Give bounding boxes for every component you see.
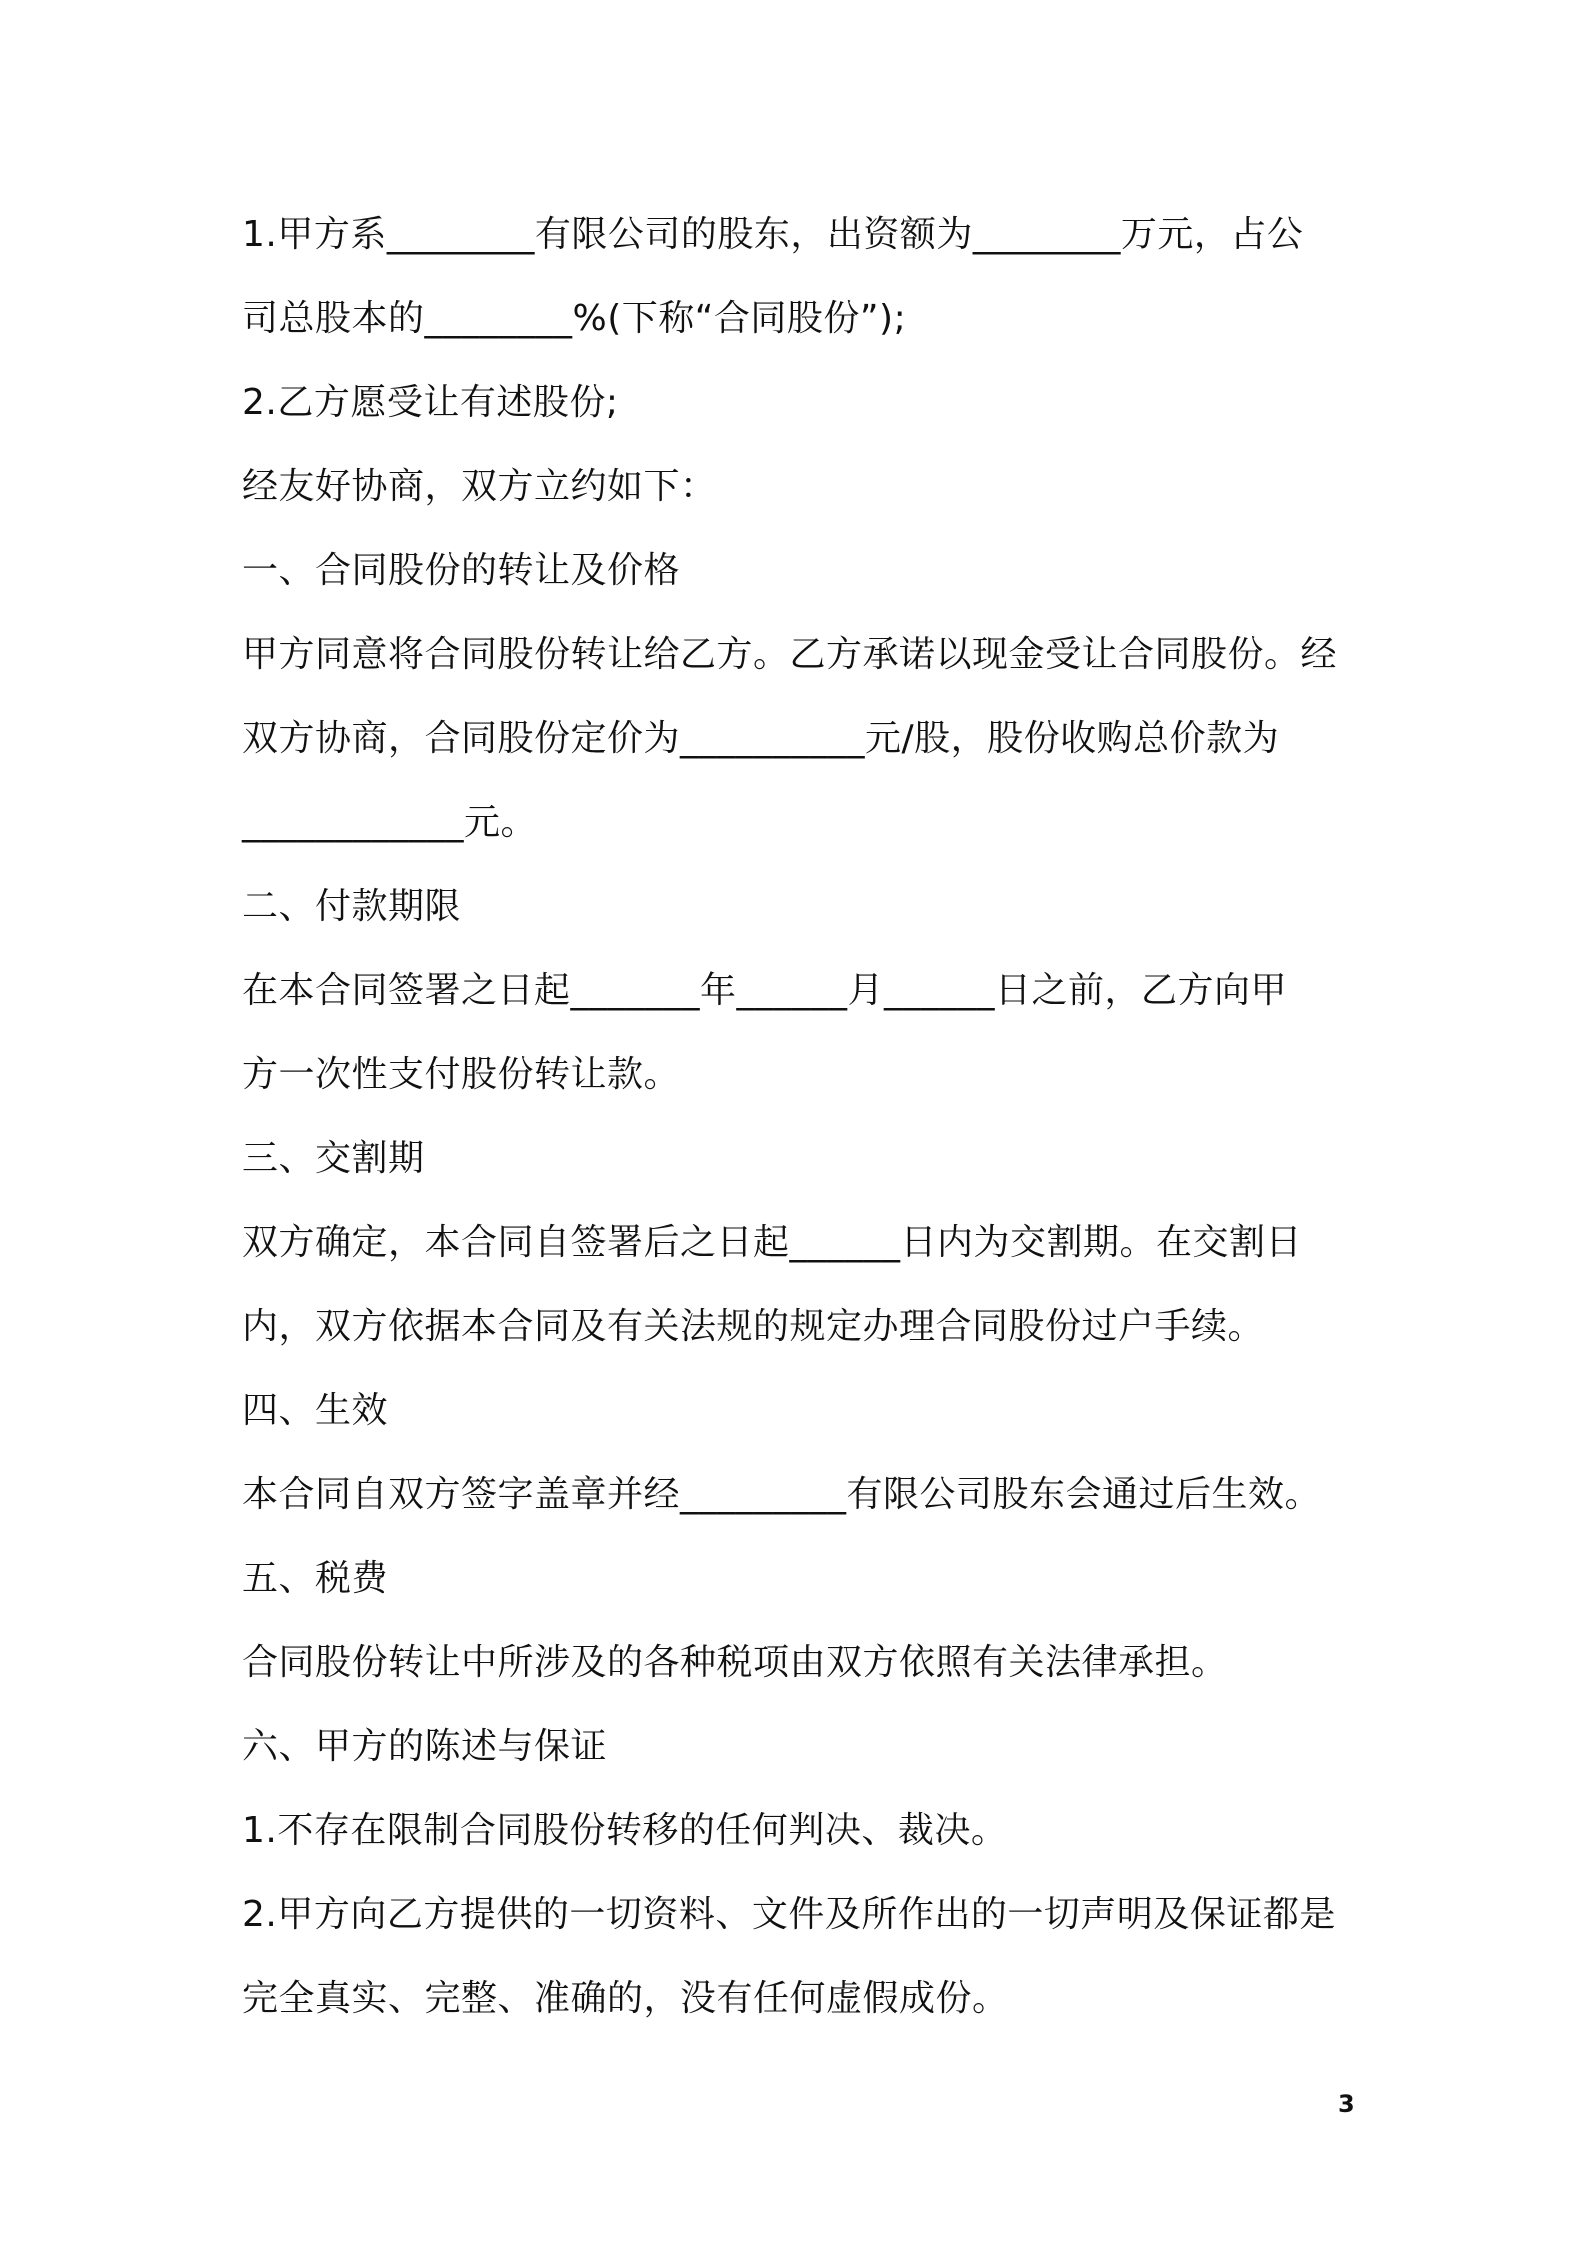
paragraph-line: 1.不存在限制合同股份转移的任何判决、裁决。	[242, 1810, 1008, 1851]
paragraph-line: 双方协商，合同股份定价为__________元/股，股份收购总价款为	[242, 718, 1280, 759]
paragraph-line: 2.甲方向乙方提供的一切资料、文件及所作出的一切声明及保证都是	[242, 1894, 1336, 1935]
section-heading: 二、付款期限	[242, 886, 462, 927]
paragraph-line: 本合同自双方签字盖章并经_________有限公司股东会通过后生效。	[242, 1474, 1322, 1515]
document-body	[242, 193, 1362, 2041]
paragraph-line: 内，双方依据本合同及有关法规的规定办理合同股份过户手续。	[242, 1306, 1265, 1347]
paragraph-line: 1.甲方系________有限公司的股东，出资额为________万元，占公	[242, 214, 1304, 255]
section-heading: 三、交割期	[242, 1138, 425, 1179]
paragraph-line: 司总股本的________%(下称“合同股份”);	[242, 298, 907, 339]
section-heading: 六、甲方的陈述与保证	[242, 1726, 608, 1767]
paragraph-line: 方一次性支付股份转让款。	[242, 1054, 681, 1095]
paragraph-line: 合同股份转让中所涉及的各种税项由双方依照有关法律承担。	[242, 1642, 1228, 1683]
paragraph-line: ____________元。	[242, 802, 538, 843]
paragraph-line: 双方确定，本合同自签署后之日起______日内为交割期。在交割日	[242, 1222, 1303, 1263]
section-heading: 一、合同股份的转让及价格	[242, 550, 681, 591]
paragraph-line: 2.乙方愿受让有述股份;	[242, 382, 619, 423]
paragraph-line: 完全真实、完整、准确的，没有任何虚假成份。	[242, 1978, 1009, 2019]
paragraph-line: 在本合同签署之日起_______年______月______日之前，乙方向甲	[242, 970, 1288, 1011]
section-heading: 四、生效	[242, 1390, 389, 1431]
page-number: 3	[1338, 2090, 1355, 2118]
paragraph-line: 甲方同意将合同股份转让给乙方。乙方承诺以现金受让合同股份。经	[242, 634, 1338, 675]
paragraph-line: 经友好协商，双方立约如下：	[242, 466, 717, 507]
section-heading: 五、税费	[242, 1558, 389, 1599]
